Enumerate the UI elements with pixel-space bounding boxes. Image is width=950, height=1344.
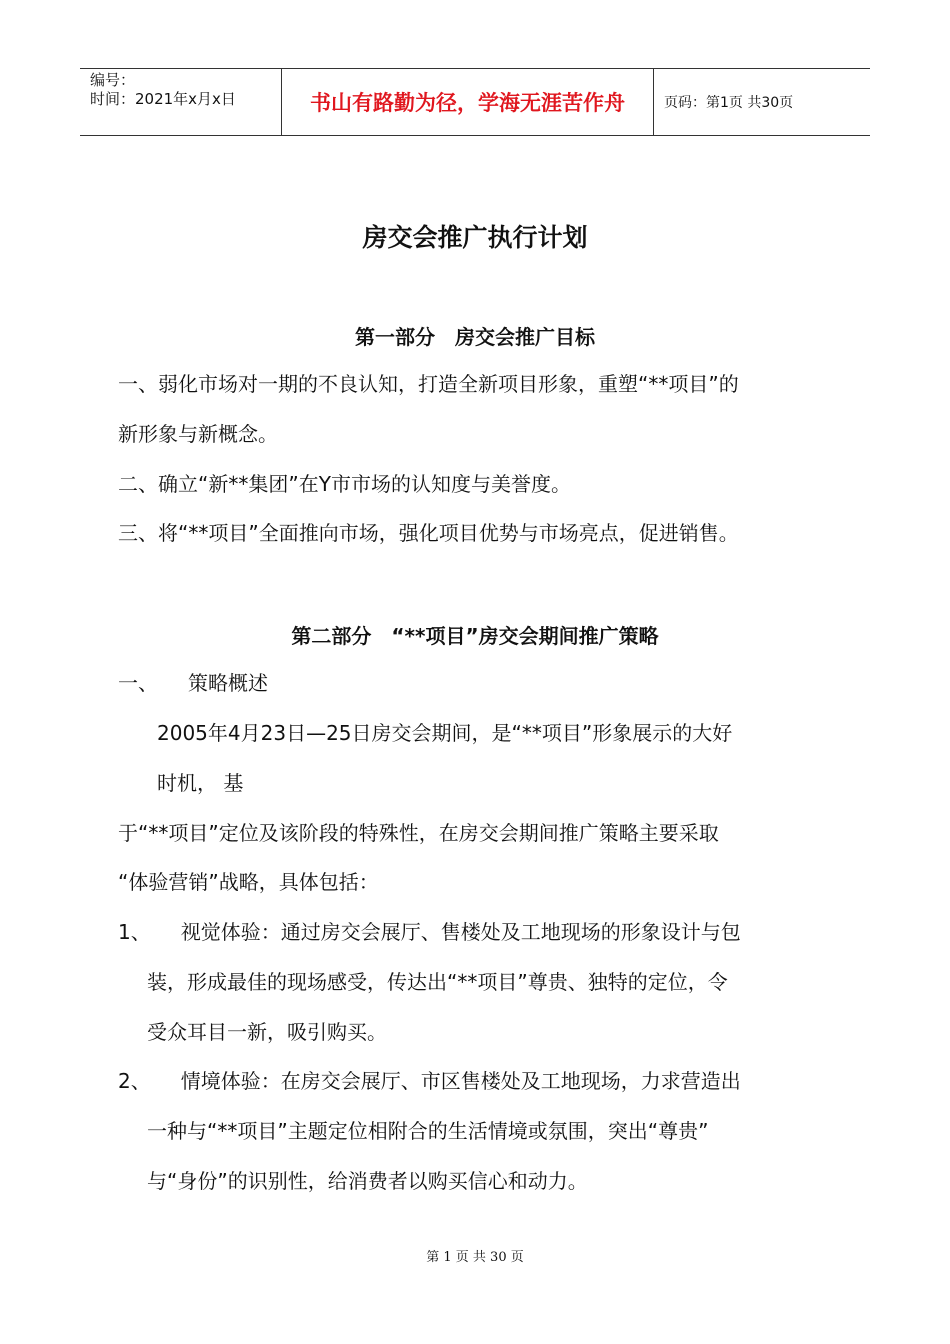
part2-line: 2、 情境体验：在房交会展厅、市区售楼处及工地现场，力求营造出 — [118, 1069, 741, 1093]
document-date-label: 时间：2021年x月x日 — [90, 90, 236, 108]
part1-line: 一、弱化市场对一期的不良认知，打造全新项目形象，重塑“**项目”的 — [118, 372, 739, 396]
document-number-label: 编号： — [90, 71, 136, 89]
part2-line: 一种与“**项目”主题定位相附合的生活情境或氛围，突出“尊贵” — [147, 1119, 709, 1143]
part2-line: 与“身份”的识别性，给消费者以购买信心和动力。 — [147, 1169, 588, 1193]
part2-line: 装，形成最佳的现场感受，传达出“**项目”尊贵、独特的定位，令 — [147, 970, 728, 994]
page-footer: 第 1 页 共 30 页 — [426, 1250, 524, 1265]
header-motto: 书山有路勤为径，学海无涯苦作舟 — [282, 69, 654, 135]
header-left-cell — [80, 69, 282, 135]
part2-line: 于“**项目”定位及该阶段的特殊性，在房交会期间推广策略主要采取 — [118, 821, 719, 845]
page-header — [80, 68, 870, 136]
part1-heading: 第一部分 房交会推广目标 — [355, 325, 595, 349]
part2-line: “体验营销”战略，具体包括： — [118, 870, 379, 894]
part2-heading: 第二部分 “**项目”房交会期间推广策略 — [291, 624, 659, 648]
part1-line: 新形象与新概念。 — [118, 422, 278, 446]
part2-line: 一、 策略概述 — [118, 671, 268, 695]
document-title: 房交会推广执行计划 — [362, 223, 588, 252]
part2-line: 时机， 基 — [157, 771, 244, 795]
part2-line: 1、 视觉体验：通过房交会展厅、售楼处及工地现场的形象设计与包 — [118, 920, 741, 944]
part1-line: 三、将“**项目”全面推向市场，强化项目优势与市场亮点，促进销售。 — [118, 521, 739, 545]
header-page-info: 页码：第1页 共30页 — [664, 95, 794, 111]
part2-line: 受众耳目一新，吸引购买。 — [147, 1020, 387, 1044]
part1-line: 二、确立“新**集团”在Y市市场的认知度与美誉度。 — [118, 472, 571, 496]
part2-line: 2005年4月23日—25日房交会期间，是“**项目”形象展示的大好 — [157, 721, 733, 745]
